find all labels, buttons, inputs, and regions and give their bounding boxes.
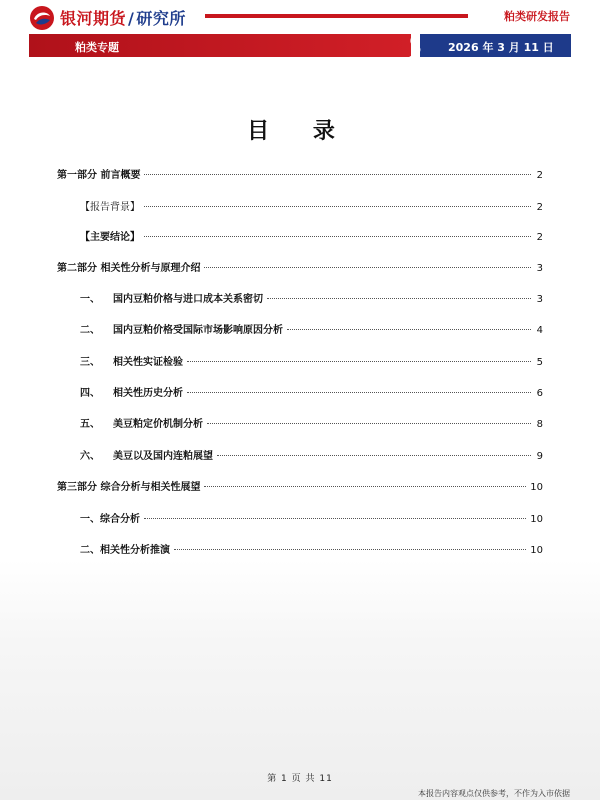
toc-entry-number: 五、 — [80, 419, 100, 430]
toc-entry-text: 第一部分 前言概要 — [57, 170, 141, 181]
toc-leader — [144, 518, 526, 519]
toc-page-number: 6 — [536, 388, 543, 399]
toc-leader — [144, 236, 531, 237]
toc-page-number: 3 — [536, 294, 543, 305]
toc-leader — [267, 298, 531, 299]
toc-leader — [174, 549, 526, 550]
toc-page-number: 5 — [536, 357, 543, 368]
toc-page-number: 10 — [530, 514, 543, 525]
company-logo-text — [60, 6, 186, 29]
toc-entry-text: 美豆粕定价机制分析 — [113, 419, 203, 430]
toc-leader — [217, 455, 531, 456]
toc-page-number: 10 — [530, 482, 543, 493]
toc-title: 目 录 — [247, 119, 353, 144]
toc-leader — [207, 423, 531, 424]
report-type-label: 粕类研发报告 — [504, 10, 570, 23]
toc-entry-part3[interactable] — [57, 480, 543, 496]
toc-entry-number: 二、 — [80, 325, 100, 336]
toc-leader — [144, 206, 531, 207]
toc-entry-section-1[interactable] — [80, 292, 543, 308]
toc-page-number: 10 — [530, 545, 543, 556]
toc-entry-section-3[interactable] — [80, 355, 543, 371]
toc-entry-number: 三、 — [80, 357, 100, 368]
footer-background — [0, 560, 600, 800]
toc-entry-text: 相关性历史分析 — [113, 388, 183, 399]
toc-entry-section-6[interactable] — [80, 449, 543, 465]
toc-entry-text: 国内豆粕价格与进口成本关系密切 — [113, 294, 263, 305]
toc-entry-part1[interactable] — [57, 168, 543, 184]
toc-entry-text: 【报告背景】 — [80, 202, 140, 213]
toc-leader — [144, 174, 531, 175]
toc-leader — [204, 267, 531, 268]
toc-entry-number: 一、 — [80, 294, 100, 305]
toc-entry-number: 六、 — [80, 451, 100, 462]
toc-entry-section-4[interactable] — [80, 386, 543, 402]
header-rule — [205, 14, 468, 18]
toc-entry-comprehensive-analysis[interactable] — [80, 512, 543, 528]
swoosh-icon — [404, 30, 428, 60]
toc-page-number: 2 — [536, 170, 543, 181]
toc-page-number: 2 — [536, 202, 543, 213]
toc-entry-text: 美豆以及国内连粕展望 — [113, 451, 213, 462]
toc-entry-text: 第二部分 相关性分析与原理介绍 — [57, 263, 201, 274]
toc-entry-text: 第三部分 综合分析与相关性展望 — [57, 482, 201, 493]
toc-entry-text: 一、综合分析 — [80, 514, 140, 525]
toc-leader — [187, 361, 531, 362]
footer-disclaimer: 本报告内容观点仅供参考，不作为入市依据 — [418, 789, 570, 798]
toc-entry-text: 二、相关性分析推演 — [80, 545, 170, 556]
toc-entry-conclusions[interactable] — [80, 230, 543, 246]
institute-name: 研究所 — [136, 9, 186, 28]
logo-separator: / — [128, 9, 135, 28]
toc-entry-text: 【主要结论】 — [80, 232, 140, 243]
toc-page-number: 3 — [536, 263, 543, 274]
galaxy-logo-icon — [29, 5, 55, 31]
toc-entry-text: 相关性实证检验 — [113, 357, 183, 368]
toc-page-number: 4 — [536, 325, 543, 336]
toc-page-number: 8 — [536, 419, 543, 430]
toc-leader — [287, 329, 531, 330]
report-topic: 粕类专题 — [75, 41, 119, 54]
toc-entry-number: 四、 — [80, 388, 100, 399]
toc-entry-section-2[interactable] — [80, 323, 543, 339]
toc-entry-section-5[interactable] — [80, 417, 543, 433]
toc-page-number: 2 — [536, 232, 543, 243]
toc-page-number: 9 — [536, 451, 543, 462]
toc-entry-text: 国内豆粕价格受国际市场影响原因分析 — [113, 325, 283, 336]
toc-leader — [187, 392, 531, 393]
toc-entry-correlation-deduction[interactable] — [80, 543, 543, 559]
toc-entry-background[interactable] — [80, 200, 543, 216]
company-name: 银河期货 — [60, 9, 127, 28]
page-indicator: 第 1 页 共 11 — [267, 774, 333, 784]
toc-entry-part2[interactable] — [57, 261, 543, 277]
report-date: 2026 年 3 月 11 日 — [448, 41, 554, 54]
toc-leader — [204, 486, 526, 487]
